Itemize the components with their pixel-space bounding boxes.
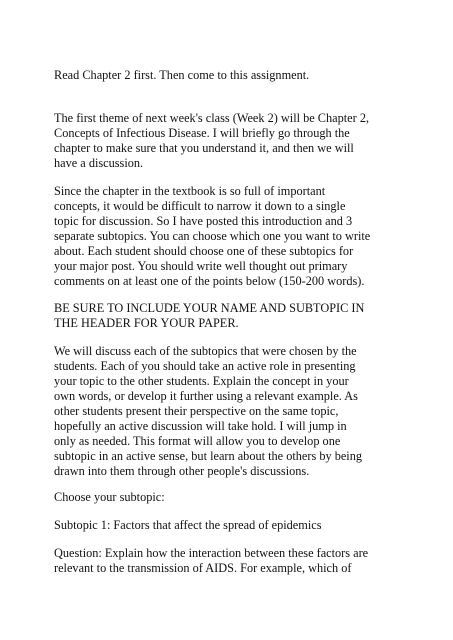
paragraph-line: hopefully an active discussion will take hold. I will jump in [54, 419, 347, 433]
paragraph-line: only as needed. This format will allow you to develop one [54, 434, 341, 448]
question-line: relevant to the transmission of AIDS. For example, which of [54, 561, 352, 575]
paragraph-line: drawn into them through other people's discussions. [54, 464, 310, 478]
paragraph-line: about. Each student should choose one of these subtopics for [54, 244, 354, 258]
question-line: Question: Explain how the interaction between these factors are [54, 546, 369, 560]
paragraph-line: chapter to make sure that you understand it, and then we will [54, 141, 354, 155]
paragraph-line: other students present their perspective on the same topic, [54, 404, 339, 418]
notice-line: BE SURE TO INCLUDE YOUR NAME AND SUBTOPIC IN [54, 301, 365, 315]
paragraph-line: concepts, it would be difficult to narrow it down to a single [54, 199, 346, 213]
paragraph-line: The first theme of next week's class (Week 2) will be Chapter 2, [54, 111, 370, 125]
subtopic-heading: Subtopic 1: Factors that affect the spread of epidemics [54, 518, 322, 532]
paragraph-line: comments on at least one of the points below (150-200 words). [54, 274, 365, 288]
choose-subtopic-line: Choose your subtopic: [54, 490, 165, 504]
paragraph-line: your major post. You should write well thought out primary [54, 259, 348, 273]
paragraph-line: subtopic in an active sense, but learn about the others by being [54, 449, 363, 463]
paragraph-line: Since the chapter in the textbook is so full of important [54, 184, 326, 198]
intro-line: Read Chapter 2 first. Then come to this assignment. [54, 68, 310, 82]
paragraph-line: topic for discussion. So I have posted this introduction and 3 [54, 214, 353, 228]
paragraph-line: Concepts of Infectious Disease. I will briefly go through the [54, 126, 350, 140]
paragraph-line: students. Each of you should take an active role in presenting [54, 359, 356, 373]
paragraph-line: have a discussion. [54, 156, 144, 170]
paragraph-line: your topic to the other students. Explain the concept in your [54, 374, 349, 388]
paragraph-line: own words, or develop it further using a relevant example. As [54, 389, 358, 403]
notice-line: THE HEADER FOR YOUR PAPER. [54, 316, 239, 330]
paragraph-line: We will discuss each of the subtopics that were chosen by the [54, 344, 357, 358]
paragraph-line: separate subtopics. You can choose which one you want to write [54, 229, 371, 243]
